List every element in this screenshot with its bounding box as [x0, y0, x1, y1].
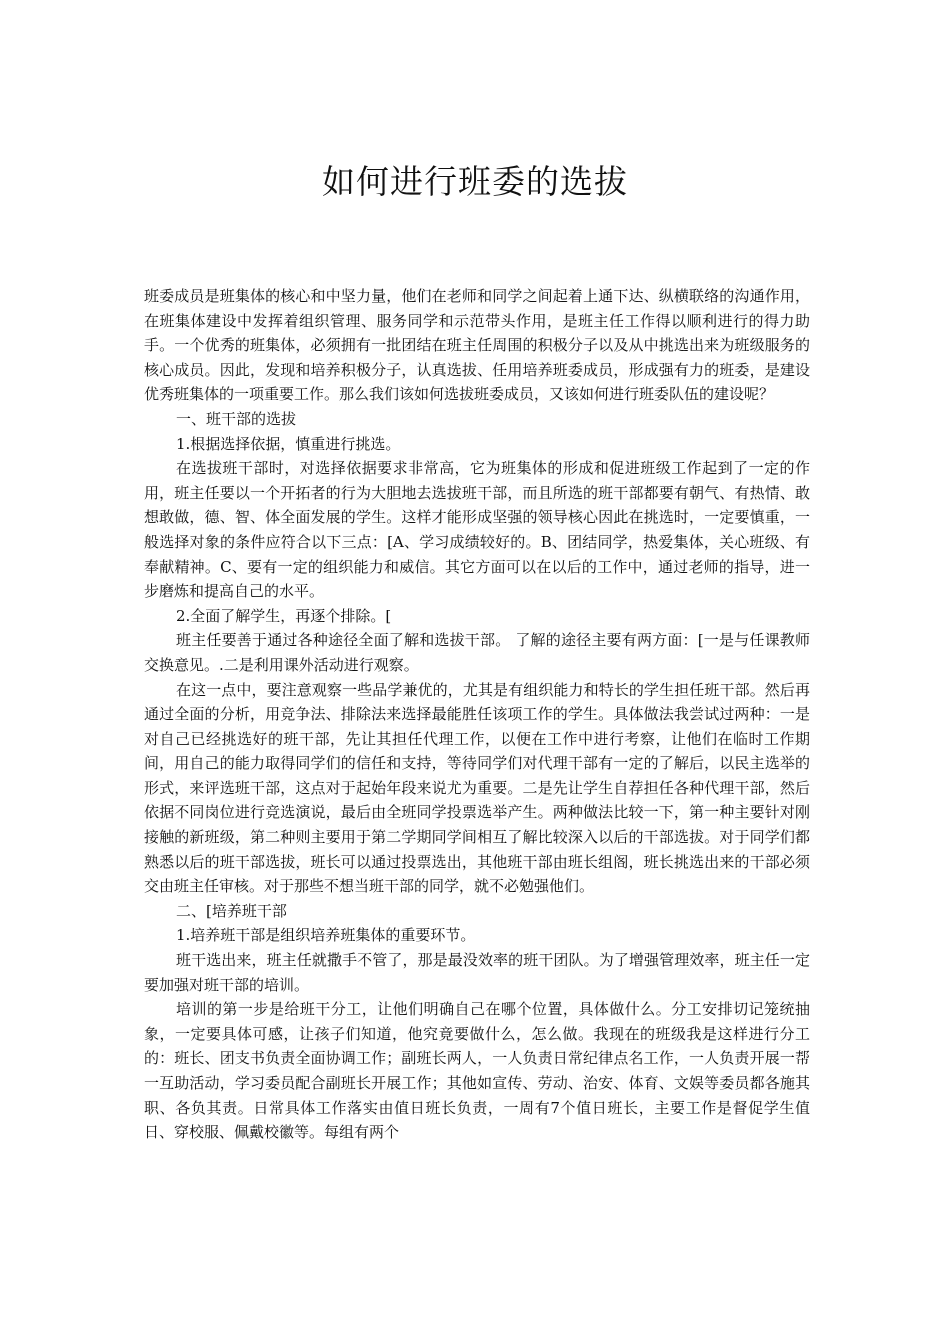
section-heading-2: 二、[培养班干部: [176, 901, 287, 920]
paragraph-selection-criteria: 在选拔班干部时，对选择依据要求非常高，它为班集体的形成和促进班级工作起到了一定的作用，班主任要以一个开拓者的行为大胆地去选拔班干部，而且所选的班干部都要有朝气、有热情、敢想敢做，德、智、体全面发展的学生。这样才能形成坚强的领导核心因此在挑选时，一定要慎重，一般选择对象的条件应符合以下三点：[A、学习成绩较好的。B、团结同学，热爱集体，关心班级、有奉献精神。C、要有一定的组织能力和威信。其它方面可以在以后的工作中，通过老师的指导，进一步磨炼和提高自己的水平。: [144, 459, 810, 601]
paragraph-understanding-students: 班主任要善于通过各种途径全面了解和选拔干部。 了解的途径主要有两方面：[一是与任课教师交换意见。.二是利用课外活动进行观察。: [144, 631, 810, 674]
paragraph-selection-methods: 在这一点中，要注意观察一些品学兼优的，尤其是有组织能力和特长的学生担任班干部。然后再通过全面的分析，用竞争法、排除法来选择最能胜任该项工作的学生。具体做法我尝试过两种：一是对自己已经挑选好的班干部，先让其担任代理工作，以便在工作中进行考察，让他们在临时工作期间，用自己的能力取得同学们的信任和支持，等待同学们对代理干部有一定的了解后，以民主选举的形式，来评选班干部，这点对于起始年段来说尤为重要。二是先让学生自荐担任各种代理干部，然后依据不同岗位进行竞选演说，最后由全班同学投票选举产生。两种做法比较一下，第一种主要针对刚接触的新班级，第二种则主要用于第二学期同学间相互了解比较深入以后的干部选拔。对于同学们都熟悉以后的班干部选拔，班长可以通过投票选出，其他班干部由班长组阁，班长挑选出来的干部必须交由班主任审核。对于那些不想当班干部的同学，就不必勉强他们。: [144, 680, 810, 896]
paragraph-division-of-work: 培训的第一步是给班干分工，让他们明确自己在哪个位置，具体做什么。分工安排切记笼统抽象，一定要具体可感，让孩子们知道，他究竟要做什么，怎么做。我现在的班级我是这样进行分工的：班长、团支书负责全面协调工作；副班长两人，一人负责日常纪律点名工作，一人负责开展一帮一互助活动，学习委员配合副班长开展工作；其他如宣传、劳动、治安、体育、文娱等委员都各施其职、各负其责。日常具体工作落实由值日班长负责，一周有7个值日班长，主要工作是督促学生值日、穿校服、佩戴校徽等。每组有两个: [144, 1000, 810, 1142]
intro-paragraph: 班委成员是班集体的核心和中坚力量，他们在老师和同学之间起着上通下达、纵横联络的沟通作用，在班集体建设中发挥着组织管理、服务同学和示范带头作用，是班主任工作得以顺利进行的得力助手。一个优秀的班集体，必须拥有一批团结在班主任周围的积极分子以及从中挑选出来为班级服务的核心成员。因此，发现和培养积极分子，认真选拔、任用培养班委成员，形成强有力的班委，是建设优秀班集体的一项重要工作。那么我们该如何选拔班委成员，又该如何进行班委队伍的建设呢？: [144, 287, 810, 404]
section-heading-1: 一、班干部的选拔: [176, 409, 297, 428]
document-title: 如何进行班委的选拔: [322, 162, 628, 201]
subsection-heading-1-1: 1.根据选择依据，慎重进行挑选。: [176, 434, 401, 453]
subsection-heading-1-2: 2.全面了解学生，再逐个排除。[: [176, 606, 392, 625]
paragraph-training-importance: 班干选出来，班主任就撒手不管了，那是最没效率的班干团队。为了增强管理效率，班主任一定要加强对班干部的培训。: [144, 951, 810, 994]
subsection-heading-2-1: 1.培养班干部是组织培养班集体的重要环节。: [176, 926, 476, 945]
document-body: [144, 284, 810, 1145]
